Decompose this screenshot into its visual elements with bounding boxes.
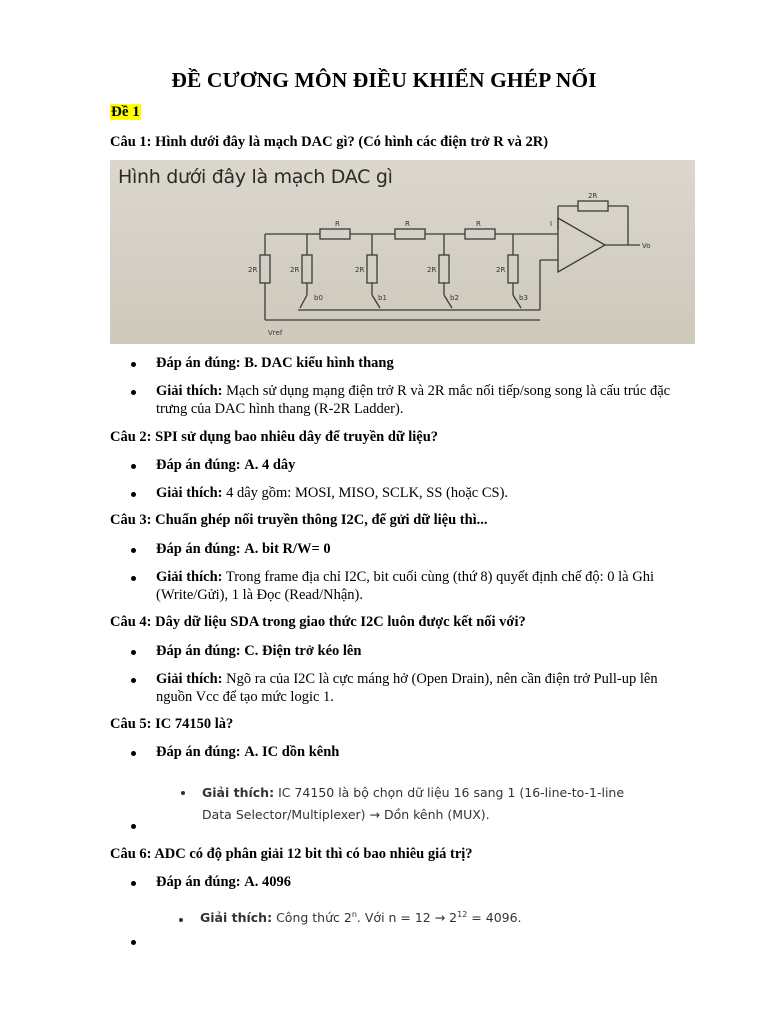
bullet bbox=[131, 464, 136, 469]
label-b3: b3 bbox=[519, 294, 528, 302]
label-2r-3: 2R bbox=[355, 266, 365, 274]
label-r-3: R bbox=[476, 220, 481, 228]
answer-2: Đáp án đúng: A. 4 dây bbox=[156, 457, 296, 473]
resistor-r-2 bbox=[395, 229, 425, 239]
answer-5: Đáp án đúng: A. IC dồn kênh bbox=[156, 744, 340, 760]
explanation-6: Giải thích: Công thức 2$^n$. Với $n = 12 \to 2^{12} = 4096$. bbox=[200, 910, 522, 926]
bullet bbox=[131, 824, 136, 829]
label-2r-1: 2R bbox=[248, 266, 258, 274]
document-title: ĐỀ CƯƠNG MÔN ĐIỀU KHIỂN GHÉP NỐI bbox=[171, 68, 597, 92]
question-4: Câu 4: Dây dữ liệu SDA trong giao thức I2C luôn được kết nối với? bbox=[110, 614, 526, 630]
explanation-5-screenshot bbox=[176, 778, 646, 828]
label-vref: Vref bbox=[268, 329, 283, 337]
bullet bbox=[131, 548, 136, 553]
question-3: Câu 3: Chuẩn ghép nối truyền thông I2C, để gửi dữ liệu thì... bbox=[110, 512, 488, 528]
label-vo: Vo bbox=[642, 242, 651, 250]
bullet bbox=[181, 791, 185, 795]
explanation-3: Giải thích: Trong frame địa chỉ I2C, bit cuối cùng (thứ 8) quyết định chế độ: 0 là Ghi (Write/Gửi), 1 là Đọc (Read/Nhận). bbox=[156, 569, 654, 603]
figure-caption: Hình dưới đây là mạch DAC gì bbox=[118, 166, 393, 188]
label-current: I bbox=[550, 220, 553, 228]
bullet bbox=[131, 881, 136, 886]
question-6: Câu 6: ADC có độ phân giải 12 bit thì có bao nhiêu giá trị? bbox=[110, 846, 473, 862]
resistor-feedback bbox=[578, 201, 608, 211]
explanation-6-screenshot bbox=[176, 908, 596, 932]
bullet bbox=[131, 650, 136, 655]
bullet bbox=[131, 940, 136, 945]
bullet bbox=[131, 576, 136, 581]
section-label: Đề 1 bbox=[111, 104, 140, 120]
dac-circuit-photo bbox=[110, 160, 695, 344]
bullet bbox=[131, 362, 136, 367]
label-2r-5: 2R bbox=[496, 266, 506, 274]
bullet bbox=[131, 751, 136, 756]
label-2r-4: 2R bbox=[427, 266, 437, 274]
op-amp bbox=[558, 218, 605, 272]
label-2r-2: 2R bbox=[290, 266, 300, 274]
answer-3: Đáp án đúng: A. bit R/W= 0 bbox=[156, 541, 331, 557]
resistor-r-3 bbox=[465, 229, 495, 239]
bullet bbox=[131, 390, 136, 395]
bullet bbox=[131, 492, 136, 497]
dac-circuit-diagram bbox=[110, 160, 695, 344]
explanation-5: Giải thích: IC 74150 là bộ chọn dữ liệu 16 sang 1 (16-line-to-1-line Data Selector/Multiplexer) → Dồn kênh (MUX). bbox=[202, 785, 625, 822]
label-b1: b1 bbox=[378, 294, 387, 302]
question-5: Câu 5: IC 74150 là? bbox=[110, 716, 234, 732]
bullet bbox=[179, 918, 183, 922]
question-2: Câu 2: SPI sử dụng bao nhiêu dây để truyền dữ liệu? bbox=[110, 429, 439, 445]
answer-1: Đáp án đúng: B. DAC kiểu hình thang bbox=[156, 355, 394, 371]
explanation-4: Giải thích: Ngõ ra của I2C là cực máng hở (Open Drain), nên cần điện trở Pull-up lên nguồn Vcc để tạo mức logic 1. bbox=[156, 671, 658, 705]
bullet bbox=[131, 678, 136, 683]
label-r-1: R bbox=[335, 220, 340, 228]
explanation-1: Giải thích: Mạch sử dụng mạng điện trở R và 2R mắc nối tiếp/song song là cấu trúc đặc trưng của DAC hình thang (R-2R Ladder). bbox=[156, 383, 671, 417]
answer-4: Đáp án đúng: C. Điện trở kéo lên bbox=[156, 643, 362, 659]
question-1: Câu 1: Hình dưới đây là mạch DAC gì? (Có hình các điện trở R và 2R) bbox=[110, 134, 549, 150]
label-2r-feedback: 2R bbox=[588, 192, 598, 200]
label-b2: b2 bbox=[450, 294, 459, 302]
resistor-r-1 bbox=[320, 229, 350, 239]
label-r-2: R bbox=[405, 220, 410, 228]
explanation-2: Giải thích: 4 dây gồm: MOSI, MISO, SCLK, SS (hoặc CS). bbox=[156, 485, 509, 501]
answer-6: Đáp án đúng: A. 4096 bbox=[156, 874, 291, 890]
label-b0: b0 bbox=[314, 294, 323, 302]
